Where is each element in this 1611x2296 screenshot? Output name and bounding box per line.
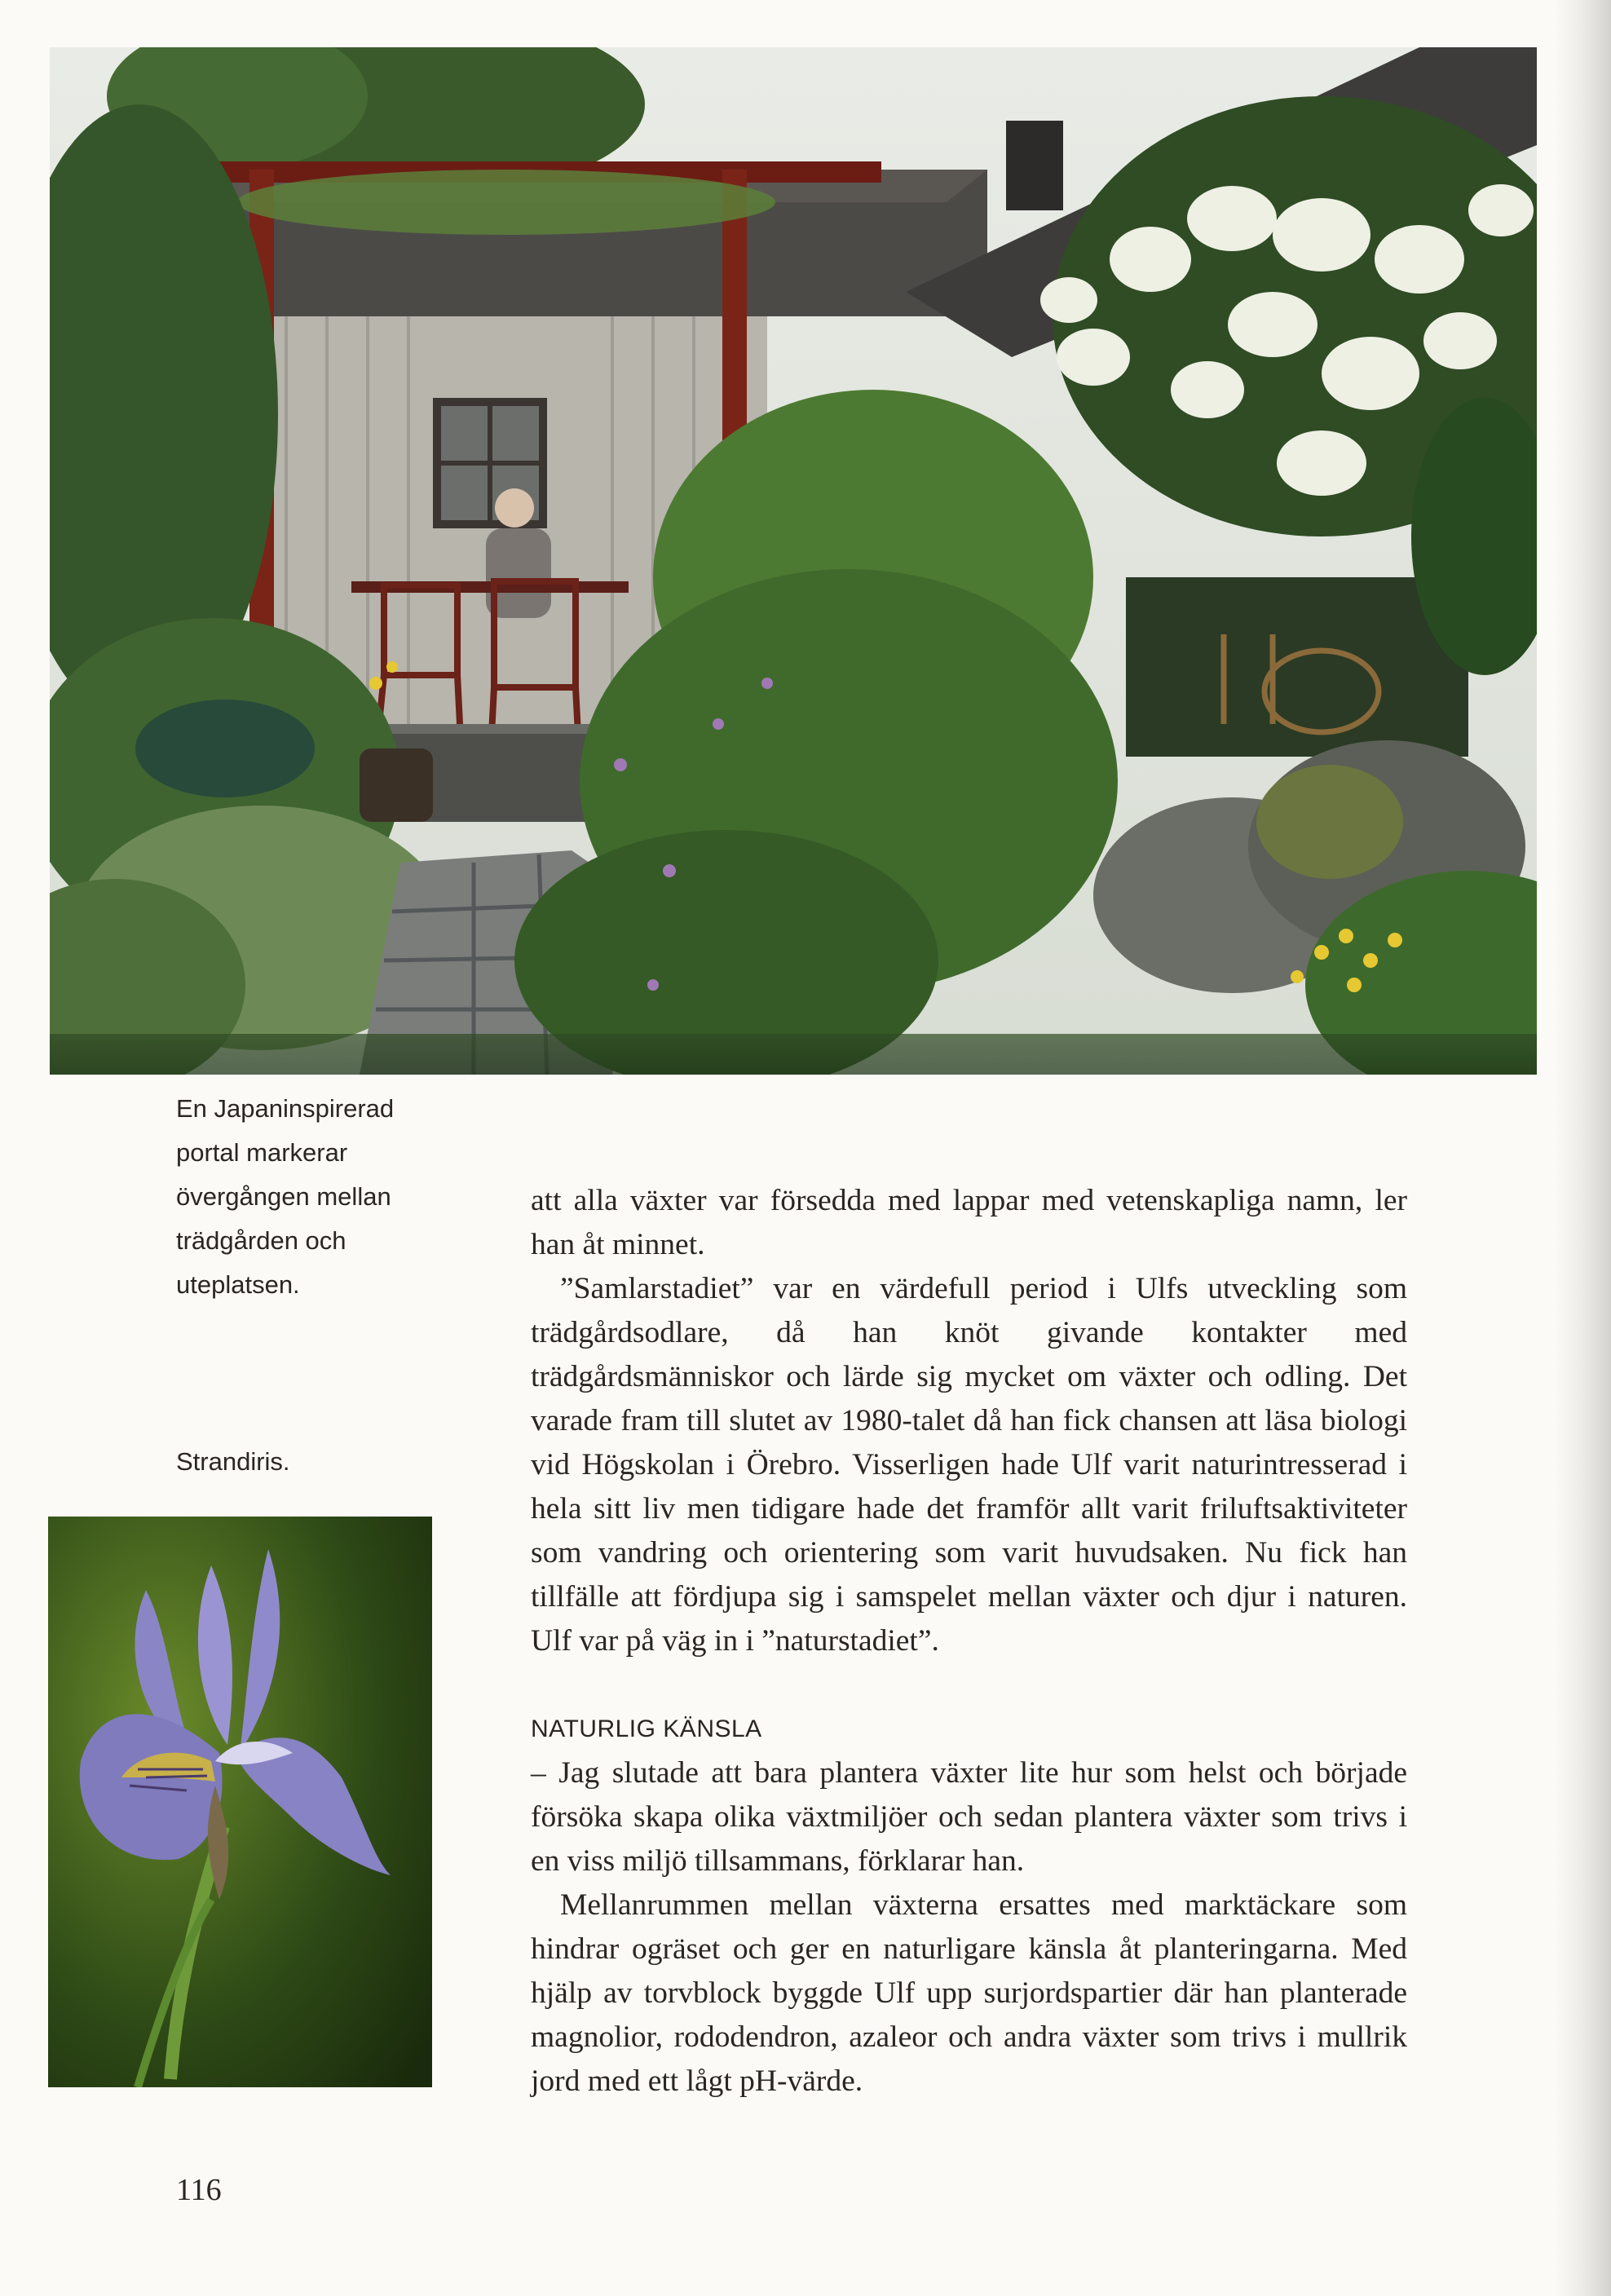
iris-photo-caption: Strandiris.	[176, 1447, 290, 1476]
article-body	[531, 1179, 1407, 2104]
body-paragraph-3: – Jag slutade att bara plantera växter lite hur som helst och började försöka skapa olika växtmiljöer och sedan plantera växter som trivs i en viss miljö tillsammans, förklarar han.	[531, 1756, 1407, 1878]
page-spine-shadow	[1554, 0, 1611, 2296]
page-number: 116	[176, 2173, 222, 2207]
section-heading: NATURLIG KÄNSLA	[531, 1715, 762, 1742]
iris-flower-photo	[48, 1517, 432, 2087]
body-paragraph-4: Mellanrummen mellan växterna ersattes med marktäckare som hindrar ogräset och ger en naturligare känsla åt planteringarna. Med hjälp av torvblock byggde Ulf upp surjordspartier där han planterade magnolior, rododendron, azaleor och andra växter som trivs i mullrik jord med ett lågt pH-värde.	[531, 1888, 1407, 2098]
garden-portal-photo	[50, 47, 1537, 1075]
main-photo-caption: En Japaninspirerad portal markerar övergången mellan trädgården och uteplatsen.	[176, 1094, 395, 1299]
body-paragraph-2: ”Samlarstadiet” var en värdefull period i Ulfs utveckling som trädgårdsodlare, då han knöt givande kontakter med trädgårdsmänniskor och lärde sig mycket om växter och odling. Det varade fram till slutet av 1980-talet då han fick chansen att läsa biologi vid Högskolan i Örebro. Visserligen hade Ulf varit naturintresserad i hela sitt liv men tidigare hade det framför allt varit friluftsaktiviteter som vandring och orientering som varit huvudsaken. Nu fick han tillfälle att fördjupa sig i samspelet mellan växter och djur i naturen. Ulf var på väg in i ”naturstadiet”.	[531, 1272, 1407, 1658]
body-paragraph-1: att alla växter var försedda med lappar med vetenskapliga namn, ler han åt minnet.	[531, 1184, 1407, 1261]
